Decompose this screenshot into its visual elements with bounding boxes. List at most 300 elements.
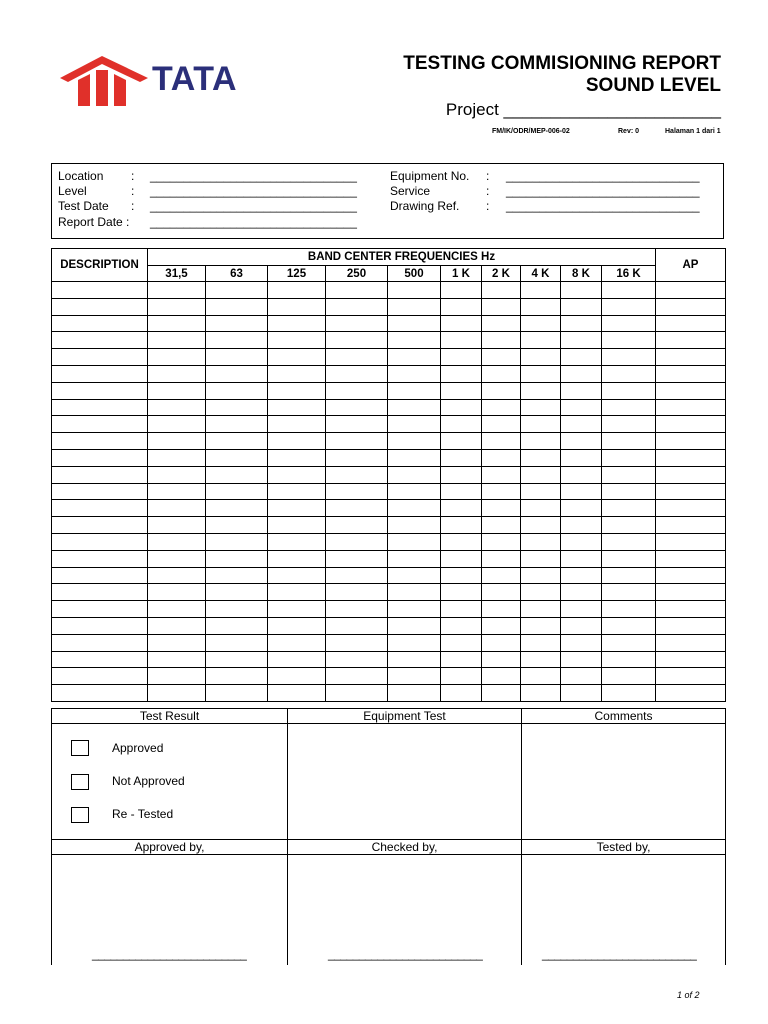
table-cell[interactable]: [482, 315, 521, 332]
table-cell[interactable]: [482, 567, 521, 584]
table-cell[interactable]: [656, 550, 726, 567]
table-cell[interactable]: [561, 332, 602, 349]
table-cell[interactable]: [482, 634, 521, 651]
re-tested-checkbox[interactable]: [71, 807, 89, 823]
table-cell[interactable]: [656, 483, 726, 500]
table-cell[interactable]: [656, 601, 726, 618]
table-cell[interactable]: [326, 651, 388, 668]
table-cell[interactable]: [482, 533, 521, 550]
table-cell[interactable]: [206, 584, 268, 601]
approved-by-signature-cell[interactable]: [52, 855, 288, 965]
table-cell[interactable]: [148, 617, 206, 634]
table-cell[interactable]: [52, 433, 148, 450]
table-cell[interactable]: [602, 332, 656, 349]
table-cell[interactable]: [561, 517, 602, 534]
table-cell[interactable]: [482, 282, 521, 299]
table-cell[interactable]: [268, 382, 326, 399]
table-cell[interactable]: [602, 399, 656, 416]
table-cell[interactable]: [656, 349, 726, 366]
table-cell[interactable]: [602, 433, 656, 450]
table-cell[interactable]: [148, 567, 206, 584]
table-cell[interactable]: [602, 282, 656, 299]
table-cell[interactable]: [561, 399, 602, 416]
table-cell[interactable]: [52, 617, 148, 634]
table-cell[interactable]: [52, 349, 148, 366]
table-cell[interactable]: [148, 349, 206, 366]
table-cell[interactable]: [656, 433, 726, 450]
table-cell[interactable]: [268, 399, 326, 416]
table-cell[interactable]: [388, 399, 441, 416]
table-cell[interactable]: [148, 416, 206, 433]
table-cell[interactable]: [268, 315, 326, 332]
table-cell[interactable]: [52, 533, 148, 550]
table-cell[interactable]: [206, 668, 268, 685]
table-cell[interactable]: [561, 382, 602, 399]
table-cell[interactable]: [441, 668, 482, 685]
table-cell[interactable]: [602, 601, 656, 618]
table-cell[interactable]: [561, 349, 602, 366]
table-cell[interactable]: [52, 365, 148, 382]
table-cell[interactable]: [206, 517, 268, 534]
table-cell[interactable]: [326, 517, 388, 534]
table-cell[interactable]: [656, 634, 726, 651]
table-cell[interactable]: [561, 567, 602, 584]
table-cell[interactable]: [148, 584, 206, 601]
table-cell[interactable]: [326, 416, 388, 433]
table-cell[interactable]: [656, 584, 726, 601]
table-cell[interactable]: [602, 298, 656, 315]
table-cell[interactable]: [148, 533, 206, 550]
table-cell[interactable]: [656, 332, 726, 349]
table-cell[interactable]: [656, 685, 726, 702]
table-cell[interactable]: [388, 483, 441, 500]
table-cell[interactable]: [656, 668, 726, 685]
table-cell[interactable]: [602, 349, 656, 366]
table-cell[interactable]: [482, 668, 521, 685]
table-cell[interactable]: [52, 567, 148, 584]
table-cell[interactable]: [268, 550, 326, 567]
table-cell[interactable]: [441, 282, 482, 299]
table-cell[interactable]: [521, 601, 561, 618]
table-cell[interactable]: [561, 685, 602, 702]
table-cell[interactable]: [602, 500, 656, 517]
table-cell[interactable]: [206, 567, 268, 584]
table-cell[interactable]: [326, 567, 388, 584]
table-cell[interactable]: [521, 617, 561, 634]
table-cell[interactable]: [268, 533, 326, 550]
table-cell[interactable]: [602, 685, 656, 702]
table-cell[interactable]: [206, 365, 268, 382]
table-cell[interactable]: [388, 668, 441, 685]
table-cell[interactable]: [388, 382, 441, 399]
table-cell[interactable]: [602, 550, 656, 567]
table-cell[interactable]: [148, 382, 206, 399]
table-cell[interactable]: [441, 584, 482, 601]
table-cell[interactable]: [441, 449, 482, 466]
table-cell[interactable]: [482, 332, 521, 349]
table-cell[interactable]: [656, 651, 726, 668]
table-cell[interactable]: [441, 617, 482, 634]
table-cell[interactable]: [148, 466, 206, 483]
table-cell[interactable]: [206, 315, 268, 332]
table-cell[interactable]: [521, 315, 561, 332]
table-cell[interactable]: [561, 533, 602, 550]
table-cell[interactable]: [656, 315, 726, 332]
table-cell[interactable]: [602, 483, 656, 500]
table-cell[interactable]: [482, 416, 521, 433]
table-cell[interactable]: [602, 517, 656, 534]
table-cell[interactable]: [561, 365, 602, 382]
table-cell[interactable]: [388, 315, 441, 332]
table-cell[interactable]: [521, 550, 561, 567]
table-cell[interactable]: [602, 668, 656, 685]
table-cell[interactable]: [441, 332, 482, 349]
checked-by-signature-cell[interactable]: [288, 855, 522, 965]
table-cell[interactable]: [148, 282, 206, 299]
table-cell[interactable]: [388, 466, 441, 483]
table-cell[interactable]: [441, 651, 482, 668]
table-cell[interactable]: [206, 399, 268, 416]
table-cell[interactable]: [388, 416, 441, 433]
table-cell[interactable]: [388, 685, 441, 702]
table-cell[interactable]: [52, 668, 148, 685]
table-cell[interactable]: [326, 466, 388, 483]
table-cell[interactable]: [602, 651, 656, 668]
table-cell[interactable]: [602, 315, 656, 332]
table-cell[interactable]: [388, 651, 441, 668]
table-cell[interactable]: [388, 365, 441, 382]
table-cell[interactable]: [268, 500, 326, 517]
table-cell[interactable]: [326, 332, 388, 349]
table-cell[interactable]: [148, 685, 206, 702]
table-cell[interactable]: [148, 332, 206, 349]
table-cell[interactable]: [206, 466, 268, 483]
table-cell[interactable]: [326, 634, 388, 651]
table-cell[interactable]: [656, 533, 726, 550]
table-cell[interactable]: [268, 483, 326, 500]
table-cell[interactable]: [561, 634, 602, 651]
table-cell[interactable]: [206, 533, 268, 550]
table-cell[interactable]: [206, 483, 268, 500]
table-cell[interactable]: [148, 634, 206, 651]
table-cell[interactable]: [656, 298, 726, 315]
table-cell[interactable]: [148, 668, 206, 685]
table-cell[interactable]: [602, 533, 656, 550]
table-cell[interactable]: [561, 500, 602, 517]
table-cell[interactable]: [206, 433, 268, 450]
table-cell[interactable]: [482, 433, 521, 450]
table-cell[interactable]: [388, 567, 441, 584]
table-cell[interactable]: [206, 617, 268, 634]
table-cell[interactable]: [388, 332, 441, 349]
table-cell[interactable]: [206, 449, 268, 466]
table-cell[interactable]: [482, 517, 521, 534]
table-cell[interactable]: [441, 533, 482, 550]
table-cell[interactable]: [268, 567, 326, 584]
table-cell[interactable]: [388, 517, 441, 534]
table-cell[interactable]: [326, 399, 388, 416]
table-cell[interactable]: [561, 466, 602, 483]
table-cell[interactable]: [52, 449, 148, 466]
table-cell[interactable]: [52, 517, 148, 534]
table-cell[interactable]: [656, 382, 726, 399]
table-cell[interactable]: [561, 433, 602, 450]
table-cell[interactable]: [521, 332, 561, 349]
table-cell[interactable]: [441, 550, 482, 567]
table-cell[interactable]: [441, 500, 482, 517]
table-cell[interactable]: [268, 349, 326, 366]
table-cell[interactable]: [656, 399, 726, 416]
table-cell[interactable]: [52, 399, 148, 416]
table-cell[interactable]: [206, 382, 268, 399]
table-cell[interactable]: [561, 315, 602, 332]
table-cell[interactable]: [521, 567, 561, 584]
table-cell[interactable]: [326, 298, 388, 315]
table-cell[interactable]: [326, 550, 388, 567]
table-cell[interactable]: [268, 416, 326, 433]
table-cell[interactable]: [388, 617, 441, 634]
comments-cell[interactable]: [522, 724, 726, 840]
not-approved-checkbox[interactable]: [71, 774, 89, 790]
table-cell[interactable]: [521, 466, 561, 483]
table-cell[interactable]: [148, 550, 206, 567]
table-cell[interactable]: [206, 550, 268, 567]
tested-by-signature-cell[interactable]: [522, 855, 726, 965]
table-cell[interactable]: [482, 365, 521, 382]
table-cell[interactable]: [561, 416, 602, 433]
table-cell[interactable]: [561, 449, 602, 466]
equipment-test-cell[interactable]: [288, 724, 522, 840]
table-cell[interactable]: [206, 500, 268, 517]
table-cell[interactable]: [388, 449, 441, 466]
table-cell[interactable]: [561, 282, 602, 299]
table-cell[interactable]: [441, 634, 482, 651]
table-cell[interactable]: [482, 651, 521, 668]
table-cell[interactable]: [482, 349, 521, 366]
table-cell[interactable]: [52, 282, 148, 299]
table-cell[interactable]: [268, 617, 326, 634]
table-cell[interactable]: [656, 282, 726, 299]
table-cell[interactable]: [441, 466, 482, 483]
table-cell[interactable]: [561, 651, 602, 668]
table-cell[interactable]: [521, 382, 561, 399]
approved-checkbox[interactable]: [71, 740, 89, 756]
table-cell[interactable]: [521, 449, 561, 466]
table-cell[interactable]: [656, 466, 726, 483]
table-cell[interactable]: [388, 349, 441, 366]
table-cell[interactable]: [521, 416, 561, 433]
table-cell[interactable]: [521, 433, 561, 450]
table-cell[interactable]: [441, 567, 482, 584]
table-cell[interactable]: [206, 349, 268, 366]
table-cell[interactable]: [268, 433, 326, 450]
table-cell[interactable]: [521, 685, 561, 702]
table-cell[interactable]: [52, 416, 148, 433]
table-cell[interactable]: [148, 399, 206, 416]
table-cell[interactable]: [602, 449, 656, 466]
table-cell[interactable]: [482, 617, 521, 634]
table-cell[interactable]: [326, 601, 388, 618]
table-cell[interactable]: [148, 298, 206, 315]
table-cell[interactable]: [206, 416, 268, 433]
table-cell[interactable]: [326, 315, 388, 332]
table-cell[interactable]: [656, 449, 726, 466]
table-cell[interactable]: [52, 584, 148, 601]
table-cell[interactable]: [441, 685, 482, 702]
table-cell[interactable]: [148, 483, 206, 500]
table-cell[interactable]: [268, 365, 326, 382]
table-cell[interactable]: [268, 332, 326, 349]
table-cell[interactable]: [602, 416, 656, 433]
table-cell[interactable]: [602, 466, 656, 483]
table-cell[interactable]: [482, 685, 521, 702]
table-cell[interactable]: [656, 517, 726, 534]
table-cell[interactable]: [148, 601, 206, 618]
table-cell[interactable]: [206, 282, 268, 299]
table-cell[interactable]: [561, 668, 602, 685]
table-cell[interactable]: [206, 601, 268, 618]
table-cell[interactable]: [482, 584, 521, 601]
table-cell[interactable]: [268, 466, 326, 483]
table-cell[interactable]: [268, 282, 326, 299]
table-cell[interactable]: [326, 500, 388, 517]
table-cell[interactable]: [441, 298, 482, 315]
table-cell[interactable]: [561, 584, 602, 601]
table-cell[interactable]: [388, 601, 441, 618]
table-cell[interactable]: [482, 466, 521, 483]
table-cell[interactable]: [206, 634, 268, 651]
table-cell[interactable]: [52, 466, 148, 483]
table-cell[interactable]: [441, 601, 482, 618]
table-cell[interactable]: [268, 601, 326, 618]
table-cell[interactable]: [326, 483, 388, 500]
table-cell[interactable]: [521, 651, 561, 668]
table-cell[interactable]: [52, 332, 148, 349]
table-cell[interactable]: [388, 282, 441, 299]
table-cell[interactable]: [388, 298, 441, 315]
table-cell[interactable]: [482, 298, 521, 315]
table-cell[interactable]: [148, 449, 206, 466]
table-cell[interactable]: [441, 433, 482, 450]
table-cell[interactable]: [441, 315, 482, 332]
table-cell[interactable]: [52, 500, 148, 517]
table-cell[interactable]: [521, 634, 561, 651]
table-cell[interactable]: [656, 567, 726, 584]
table-cell[interactable]: [656, 617, 726, 634]
table-cell[interactable]: [326, 533, 388, 550]
table-cell[interactable]: [52, 685, 148, 702]
table-cell[interactable]: [521, 668, 561, 685]
table-cell[interactable]: [148, 365, 206, 382]
table-cell[interactable]: [521, 365, 561, 382]
table-cell[interactable]: [482, 449, 521, 466]
table-cell[interactable]: [441, 517, 482, 534]
table-cell[interactable]: [441, 365, 482, 382]
table-cell[interactable]: [388, 634, 441, 651]
table-cell[interactable]: [148, 433, 206, 450]
table-cell[interactable]: [326, 449, 388, 466]
table-cell[interactable]: [52, 483, 148, 500]
table-cell[interactable]: [521, 349, 561, 366]
table-cell[interactable]: [482, 500, 521, 517]
table-cell[interactable]: [148, 315, 206, 332]
table-cell[interactable]: [656, 416, 726, 433]
table-cell[interactable]: [561, 483, 602, 500]
table-cell[interactable]: [206, 298, 268, 315]
table-cell[interactable]: [561, 550, 602, 567]
table-cell[interactable]: [521, 533, 561, 550]
table-cell[interactable]: [268, 449, 326, 466]
table-cell[interactable]: [521, 500, 561, 517]
table-cell[interactable]: [521, 517, 561, 534]
table-cell[interactable]: [388, 433, 441, 450]
table-cell[interactable]: [561, 617, 602, 634]
table-cell[interactable]: [326, 349, 388, 366]
table-cell[interactable]: [388, 500, 441, 517]
table-cell[interactable]: [326, 365, 388, 382]
table-cell[interactable]: [561, 298, 602, 315]
table-cell[interactable]: [521, 282, 561, 299]
table-cell[interactable]: [268, 651, 326, 668]
table-cell[interactable]: [326, 433, 388, 450]
table-cell[interactable]: [52, 382, 148, 399]
table-cell[interactable]: [602, 584, 656, 601]
table-cell[interactable]: [148, 651, 206, 668]
table-cell[interactable]: [602, 634, 656, 651]
table-cell[interactable]: [441, 483, 482, 500]
table-cell[interactable]: [656, 365, 726, 382]
table-cell[interactable]: [326, 685, 388, 702]
table-cell[interactable]: [52, 550, 148, 567]
table-cell[interactable]: [206, 651, 268, 668]
table-cell[interactable]: [602, 617, 656, 634]
table-cell[interactable]: [521, 399, 561, 416]
table-cell[interactable]: [148, 500, 206, 517]
table-cell[interactable]: [521, 584, 561, 601]
table-cell[interactable]: [521, 483, 561, 500]
table-cell[interactable]: [602, 567, 656, 584]
table-cell[interactable]: [521, 298, 561, 315]
table-cell[interactable]: [441, 349, 482, 366]
table-cell[interactable]: [268, 298, 326, 315]
table-cell[interactable]: [268, 584, 326, 601]
table-cell[interactable]: [602, 382, 656, 399]
table-cell[interactable]: [268, 668, 326, 685]
table-cell[interactable]: [268, 517, 326, 534]
table-cell[interactable]: [206, 332, 268, 349]
table-cell[interactable]: [441, 416, 482, 433]
table-cell[interactable]: [148, 517, 206, 534]
table-cell[interactable]: [326, 382, 388, 399]
table-cell[interactable]: [656, 500, 726, 517]
table-cell[interactable]: [52, 315, 148, 332]
table-cell[interactable]: [441, 399, 482, 416]
table-cell[interactable]: [326, 617, 388, 634]
table-cell[interactable]: [206, 685, 268, 702]
table-cell[interactable]: [602, 365, 656, 382]
table-cell[interactable]: [482, 483, 521, 500]
table-cell[interactable]: [52, 651, 148, 668]
table-cell[interactable]: [388, 584, 441, 601]
table-cell[interactable]: [482, 399, 521, 416]
table-cell[interactable]: [52, 298, 148, 315]
table-cell[interactable]: [388, 550, 441, 567]
table-cell[interactable]: [482, 550, 521, 567]
table-cell[interactable]: [388, 533, 441, 550]
table-cell[interactable]: [561, 601, 602, 618]
table-cell[interactable]: [268, 685, 326, 702]
table-cell[interactable]: [326, 282, 388, 299]
